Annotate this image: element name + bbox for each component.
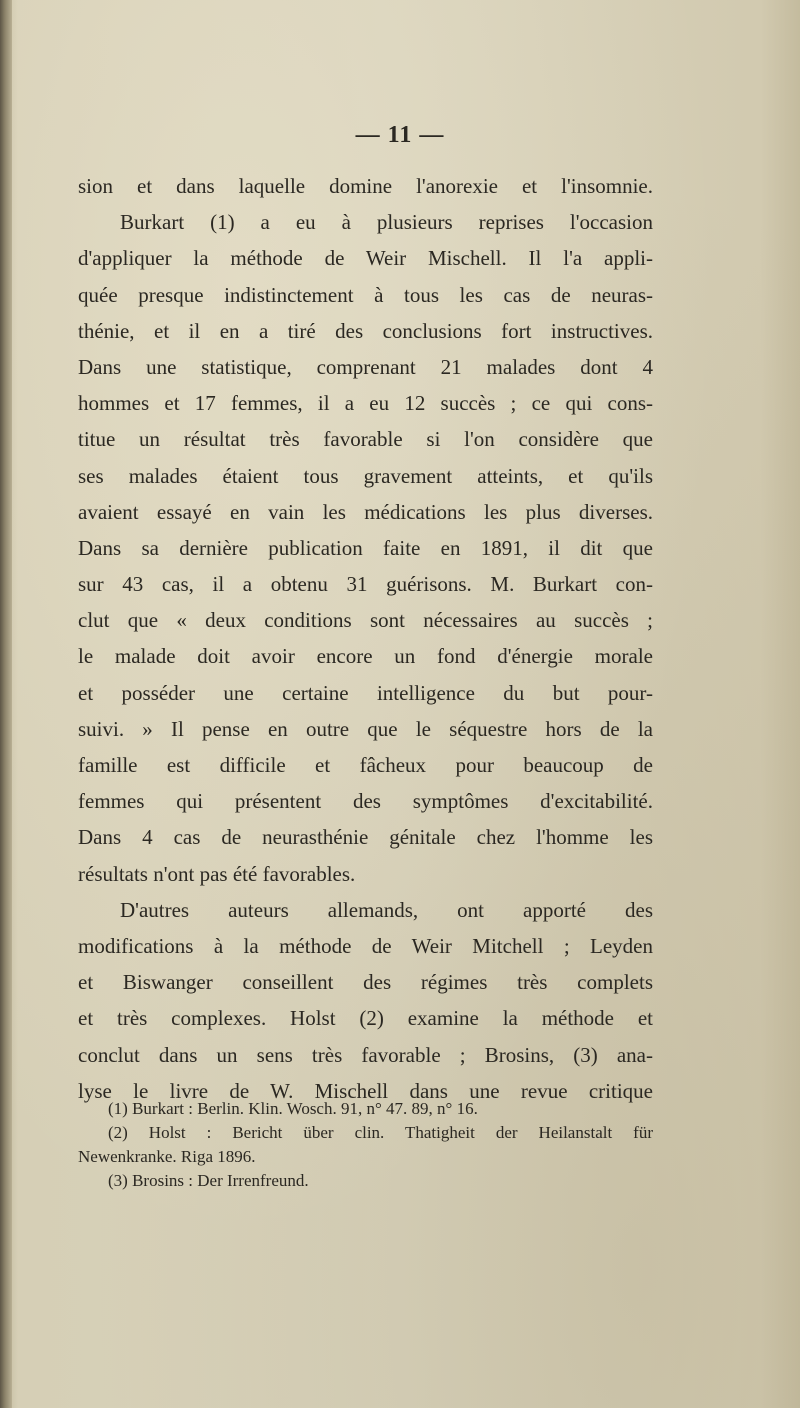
footnote-line: (1) Burkart : Berlin. Klin. Wosch. 91, n° 47. 89, n° 16. xyxy=(108,1099,478,1118)
text-line: D'autres auteurs allemands, ont apporté des xyxy=(120,897,653,922)
text-line: Dans une statistique, comprenant 21 malades dont 4 xyxy=(78,354,653,379)
text-line: suivi. » Il pense en outre que le séquestre hors de la xyxy=(78,716,653,741)
text-line: Dans 4 cas de neurasthénie génitale chez l'homme les xyxy=(78,825,653,850)
footnote-line: (3) Brosins : Der Irrenfreund. xyxy=(108,1171,309,1190)
text-line: femmes qui présentent des symptômes d'excitabilité. xyxy=(78,789,653,814)
body-text xyxy=(78,168,653,1109)
text-line: hommes et 17 femmes, il a eu 12 succès ; ce qui cons- xyxy=(78,391,653,416)
text-line: ses malades étaient tous gravement atteints, et qu'ils xyxy=(78,463,653,488)
text-line: modifications à la méthode de Weir Mitchell ; Leyden xyxy=(78,933,653,958)
text-line: Burkart (1) a eu à plusieurs reprises l'occasion xyxy=(120,210,653,235)
text-line: quée presque indistinctement à tous les cas de neuras- xyxy=(78,282,653,307)
text-line: résultats n'ont pas été favorables. xyxy=(78,861,356,886)
text-line: titue un résultat très favorable si l'on considère que xyxy=(78,427,653,452)
text-line: et Biswanger conseillent des régimes très complets xyxy=(78,970,653,995)
text-line: famille est difficile et fâcheux pour beaucoup de xyxy=(78,753,653,777)
text-line: d'appliquer la méthode de Weir Mischell. Il l'a appli- xyxy=(78,246,653,271)
text-line: conclut dans un sens très favorable ; Brosins, (3) ana- xyxy=(78,1042,653,1067)
text-line: Dans sa dernière publication faite en 1891, il dit que xyxy=(78,535,653,560)
text-line: sion et dans laquelle domine l'anorexie et l'insomnie. xyxy=(78,174,653,198)
page-number: — 11 — xyxy=(355,122,445,148)
text-line: sur 43 cas, il a obtenu 31 guérisons. M. Burkart con- xyxy=(78,572,653,597)
text-line: avaient essayé en vain les médications les plus diverses. xyxy=(78,499,653,524)
text-line: lyse le livre de W. Mischell dans une revue critique xyxy=(78,1078,653,1103)
text-line: et très complexes. Holst (2) examine la méthode et xyxy=(78,1006,653,1031)
footnotes xyxy=(78,1097,653,1193)
footnote-line: (2) Holst : Bericht über clin. Thatigheit der Heilanstalt für xyxy=(108,1123,653,1142)
text-line: clut que « deux conditions sont nécessaires au succès ; xyxy=(78,608,653,633)
text-line: thénie, et il en a tiré des conclusions fort instructives. xyxy=(78,318,653,343)
text-line: et posséder une certaine intelligence du but pour- xyxy=(78,680,653,705)
text-line: le malade doit avoir encore un fond d'énergie morale xyxy=(78,644,653,669)
footnote-line: Newenkranke. Riga 1896. xyxy=(78,1147,256,1166)
page-binding-edge xyxy=(0,0,12,1408)
